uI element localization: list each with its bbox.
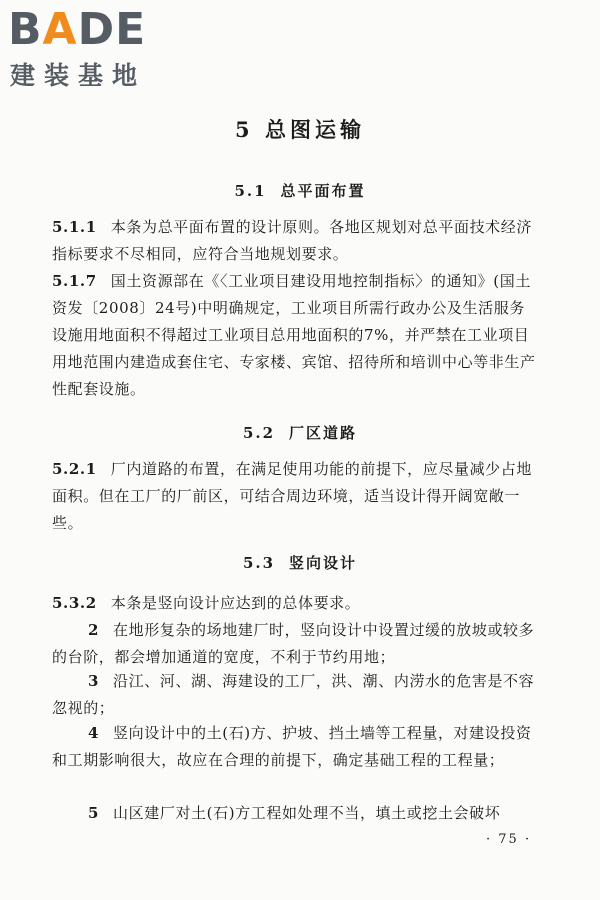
logo-chinese-name: 建装基地 — [10, 61, 147, 90]
section-title-5-1: 5.1 总平面布置 — [234, 182, 366, 200]
list-item-2: 2 在地形复杂的场地建厂时，竖向设计中设置过缓的放坡或较多的台阶，都会增加通道的宽度，不利于节约用地； — [52, 621, 535, 666]
list-item-4: 4 竖向设计中的土(石)方、护坡、挡土墙等工程量，对建设投资和工期影响很大，故应在合理的前提下，确定基础工程的工程量； — [52, 724, 532, 769]
chapter-title: 5 总图运输 — [235, 117, 365, 142]
clause-5-1-7: 5.1.7 国土资源部在《〈工业项目建设用地控制指标〉的通知》(国土资发〔2008〕24号)中明确规定，工业项目所需行政办公及生活服务设施用地面积不得超过工业项目总用地面积的7%，并严禁在工业项目用地范围内建造成套住宅、专家楼、宾馆、招待所和培训中心等非生产性配套设施。 — [52, 272, 536, 398]
list-item-5: 5 山区建厂对土(石)方工程如处理不当，填土或挖土会破坏 — [88, 804, 501, 822]
section-title-5-2: 5.2 厂区道路 — [242, 424, 358, 442]
bade-logo — [8, 4, 180, 92]
section-title-5-3: 5.3 竖向设计 — [242, 554, 358, 572]
logo-wordmark: BADE — [8, 4, 147, 55]
clause-5-2-1: 5.2.1 厂内道路的布置，在满足使用功能的前提下，应尽量减少占地面积。但在工厂的厂前区，可结合周边环境，适当设计得开阔宽敞一些。 — [52, 460, 532, 532]
page-number: · 75 · — [486, 832, 532, 847]
clause-5-3-2: 5.3.2 本条是竖向设计应达到的总体要求。 — [52, 594, 361, 612]
clause-5-1-1: 5.1.1 本条为总平面布置的设计原则。各地区规划对总平面技术经济指标要求不尽相同，应符合当地规划要求。 — [52, 218, 532, 263]
list-item-3: 3 沿江、河、湖、海建设的工厂，洪、潮、内涝水的危害是不容忽视的； — [52, 672, 535, 717]
